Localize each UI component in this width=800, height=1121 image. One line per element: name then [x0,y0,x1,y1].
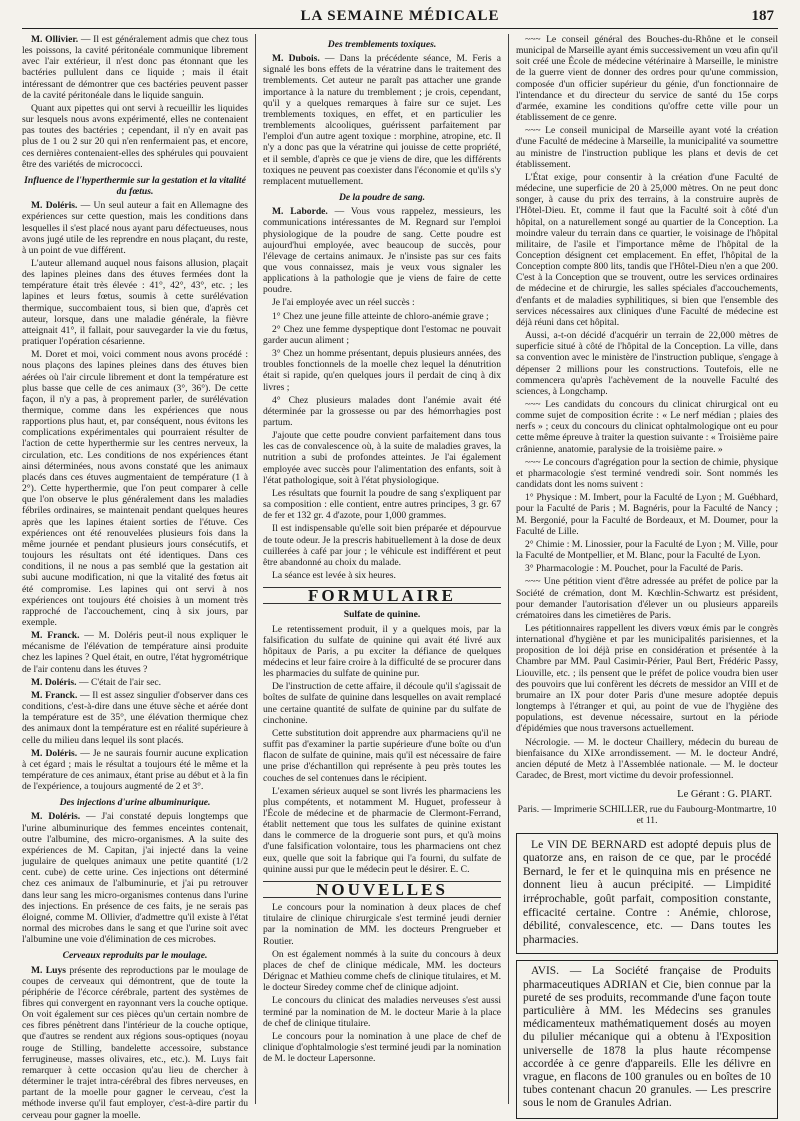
column-middle [263,34,501,1106]
paragraph [263,902,501,947]
paragraph-text: — Je ne saurais fournir aucune explication à cet égard ; mais le résultat a toujours été le même et la température de ces animaux, étant prise au début et à la fin de l'expérience, a toujours augmenté de 2 et 3°. [22,747,249,793]
paragraph [263,348,501,393]
paragraph [516,399,778,455]
rubric-heading: NOUVELLES [263,881,501,898]
paragraph [263,624,501,680]
speaker-name: M. Doléris. [31,200,78,212]
column-divider [508,34,509,1104]
paragraph [263,523,501,568]
paragraph [516,737,778,782]
paragraph-text: Le concours du clinicat des maladies nerveuses s'est aussi terminé par la nomination de M. le docteur Marie à la place de chef de clinique titulaire. [263,995,501,1029]
paragraph [22,258,248,347]
paragraph-text: 1° Chez une jeune fille atteinte de chloro-anémie grave ; [272,310,489,322]
column-right [516,34,778,1110]
paragraph-text: 4° Chez plusieurs malades dont l'anémie avait été déterminée par la grossesse ou par des hémorrhagies post partum. [263,394,501,428]
paragraph [22,965,248,1121]
paragraph-text: — J'ai constaté depuis longtemps que l'urine albuminurique des femmes enceintes contenait, outre l'albumine, des micro-organismes. A la suite des expériences de M. Capitan, j'ai injecté dans la veine jugulaire de quelques animaux une petite quantité (1/2 cent. cube) de cette urine. Ces injections ont déterminé chez ces animaux de l'albuminurie, et j'ai pu retrouver dans leur sang les micro-organismes contenus dans l'urine des injections. En présence de ces faits, je ne serais pas éloigné, comme M. Ollivier, d'admettre qu'il existe à l'état normal des microbes dans le sang et que l'urine soit avec l'albumine une voie d'élimination de ces microbes. [22,811,248,946]
speaker-name: M. Dubois. [272,53,320,65]
paragraph [516,576,778,621]
paragraph-text: M. Doret et moi, voici comment nous avons procédé : nous plaçons des lapines pleines dans des étuves bien aérées où l'air circule librement et dont la température est plus basse que celle de ces animaux (3°, 36°). De cette façon, il n'y a pas, à proprement parler, de surélévation thermique, comme dans les expériences que nous rapportions plus haut, et, par conséquent, nous évitons les complications expérimentales qui pourraient résulter de l'action de cette hyperthermie sur les centres nerveux, la circulation, etc. Les conditions de nos expériences étant ainsi déterminées, nous avons constaté que les animaux placés dans ces étuves augmentaient de température (1 à 2°). Cette hyperthermie, que l'on peut comparer à celle que l'on observe le plus généralement dans les maladies fébriles ordinaires, se maintenait pendant quelques heures après que les lapines étaient sorties de l'étuve. Ces expériences ont été renouvelées plusieurs fois dans la même journée et pendant plusieurs jours consécutifs, et toujours les résultats ont été identiques. Dans ces conditions, il ne nous a pas semblé que la gestation ait subi aucune modification, ni que la vitalité des fœtus ait été compromise. Les lapines qui ont servi à nos expériences ont toujours été choisies à un moment très rapproché de l'accouchement, cinq à six jours, par exemple. [22,349,248,628]
paragraph [263,395,501,428]
paragraph-text: Les résultats que fournit la poudre de sang s'expliquent par sa composition : elle contient, entre autres principes, 3 gr. 67 de fer et 132 gr. 4 d'azote, pour 1,000 grammes. [263,487,501,522]
paragraph-text: — Il est assez singulier d'observer dans ces conditions, c'est-à-dire dans une étuve sèche et aérée dont la température est de 35°, une élévation thermique chez des animaux dont la température est en réalité supérieure à celle du milieu dans lequel ils sont placés. [22,689,248,746]
paragraph [516,492,778,537]
paragraph-text: ~~~ Une pétition vient d'être adressée au préfet de police par la Société de crémation, dont M. Kœchlin-Schwartz est président, pour demander l'autorisation d'élever un ou plusieurs appareils crématoires dans les cimetières de Paris. [516,576,778,621]
section-heading: Cerveaux reproduits par le moulage. [62,950,208,962]
paragraph-text: 3° Pharmacologie : M. Pouchet, pour la Faculté de Paris. [525,563,744,575]
paragraph-text: ~~~ Le conseil municipal de Marseille ayant voté la création d'une Faculté de médecine à Marseille, la municipalité va soumettre au ministre de l'instruction publique les plans et devis de cet établissement. [516,125,778,170]
speaker-name: M. Doléris. [31,676,77,688]
paragraph [22,690,248,746]
paragraph [516,34,778,123]
paragraph [22,349,248,628]
paragraph-text: Le concours pour la nomination à deux places de chef titulaire de clinique chirurgicale s'est terminé jeudi dernier par la nomination de MM. les docteurs Prengrueber et Routier. [263,902,501,947]
paragraph [22,811,248,945]
page-header [22,6,778,29]
paragraph [263,995,501,1028]
paragraph-text: Il est indispensable qu'elle soit bien préparée et dépourvue de toute odeur. Je la prescris habituellement à la dose de deux cuillerées à café par jour ; le véhicule est indifférent et peut être abandonné au choix du malade. [263,523,501,568]
speaker-name: M. Doléris. [31,747,78,759]
section-heading: Des injections d'urine albuminurique. [59,797,211,809]
paragraph [22,34,248,101]
paragraph [22,677,248,688]
paragraph-text: On est également nommés à la suite du concours à deux places de chef de clinique médicale, MM. les docteurs Dérignac et Mathieu comme chefs de clinique titulaires, et M. le docteur Siredey comme chef de clinique adjoint. [263,948,501,994]
signature-gerant: Le Gérant : G. PIART. [677,789,772,801]
paragraph [516,457,778,490]
paragraph-text: ~~~ Le conseil général des Bouches-du-Rhône et le conseil municipal de Marseille ayant émis successivement un vœu afin qu'il soit créé une École de médecine vétérinaire à Marseille, le ministre de la guerre vient de donner des ordres pour qu'une commission, composée d'un officier supérieur du génie, d'un fonctionnaire de l'intendance et du directeur du service de santé du 15e corps d'armée, examine les conditions qu'offre cette ville pour un établissement de ce genre. [516,34,778,124]
paragraph-text: De l'instruction de cette affaire, il découle qu'il s'agissait de boîtes de sulfate de quinine dans lesquelles on avait remplacé une certaine quantité de sulfate de quinine par du sulfate de cinchonine. [263,681,501,726]
journal-title: LA SEMAINE MÉDICALE [300,8,500,24]
speaker-name: M. Doléris. [31,811,81,823]
section-heading: Influence de l'hyperthermie sur la gestation et la vitalité du fœtus. [24,174,246,198]
paragraph [516,563,778,574]
page-number: 187 [751,8,774,24]
section-heading: De la poudre de sang. [338,192,426,204]
paragraph [263,786,501,875]
column-divider [255,34,256,1104]
paragraph-text: Les pétitionnaires rappellent les divers vœux émis par le congrès international d'hygiène et par les municipalités parisiennes, et la proposition de loi déjà prise en considération et présentée à la Chambre par MM. Paul Casimir-Périer, Paul Bert, Frédéric Passy, Liouville, etc. ; ils pensent que le préfet de police voudra bien user des pouvoirs que lui confèrent les décrets de messidor an VIII et de brumaire an IX pour doter Paris d'une mesure adoptée depuis longtemps à l'étranger et qui, au point de vue de l'hygiène des populations, est devenue nécessaire, surtout en la période d'épidémies que nous traversons actuellement. [516,622,778,735]
paragraph-text: Nécrologie. — M. le docteur Chaillery, médecin du bureau de bienfaisance du XIXe arrondissement. — M. le docteur André, ancien député de Metz à l'Assemblée nationale. — M. le docteur Caradec, de Brest, mort victime du devoir professionnel. [516,736,778,781]
paragraph [263,206,501,295]
paragraph [263,570,501,581]
paragraph-text: 1° Physique : M. Imbert, pour la Faculté de Lyon ; M. Guébhard, pour la Faculté de Paris ; M. Bagnéris, pour la Faculté de Nancy ; M. Bergonié, pour la Faculté de Bordeaux, et M. Doumer, pour la Faculté de Lille. [516,492,778,537]
speaker-name: M. Laborde. [272,206,328,218]
advertisement-vin-de-bernard [516,833,778,955]
paragraph-text: présente des reproductions par le moulage de coupes de cerveaux qui démontrent, que de toute la périphérie de l'écorce cérébrale, partent des systèmes de fibres qui convergent en rayonnant vers la couche optique. On voit également sur ces pièces qu'un certain nombre de ces fibres pénètrent dans l'intérieur de la couche optique, que d'autres se rendent aux régions sous-optiques (noyau rouge de Stilling, bandelette accessoire, substance ferrugineuse, masses olivaires, etc., etc.). M. Luys fait remarquer à cette occasion qu'au lieu de chercher à déterminer le trajet intra-cérébral des fibres nerveuses, en partant de la moelle pour gagner le cerveau, c'est la méthode inverse qu'il faut employer, c'est-à-dire partir du cerveau pour gagner la moelle. [22,964,248,1121]
paragraph [263,728,501,784]
paragraph-text: Je l'ai employée avec un réel succès : [272,297,415,309]
rubric-heading: FORMULAIRE [263,587,501,604]
paragraph [22,103,248,170]
paragraph-text: — M. Doléris peut-il nous expliquer le mécanisme de l'élévation de température ainsi produite chez les lapines ? Quel était, en outre, l'état hygrométrique de l'air contenu dans les étuves ? [22,630,248,675]
paragraph [22,630,248,675]
paragraph [263,430,501,486]
news-items [516,34,778,827]
paragraph [263,297,501,308]
paragraph-text: 2° Chimie : M. Linossier, pour la Faculté de Lyon ; M. Ville, pour la Faculté de Montpellier, et M. Blanc, pour la Faculté de Lyon. [516,538,778,562]
printer-imprint: Paris. — Imprimerie SCHILLER, rue du Faubourg-Montmartre, 10 et 11. [517,804,777,827]
paragraph [263,324,501,346]
paragraph-text: ~~~ Les candidats du concours du clinicat chirurgical ont eu comme sujet de composition écrite : « Le nerf médian ; plaies des nerfs » ; ceux du concours du clinicat ophtalmologique ont eu pour cette même épreuve à traiter la question suivante : « Troisième paire crânienne, anatomie, paralysie de la troisième paire. » [516,399,778,455]
paragraph-text: L'État exige, pour consentir à la création d'une Faculté de médecine, une superficie de 20 à 25,000 mètres. On ne peut donc songer, à cause du prix des terrains, à la construire auprès de l'Hôtel-Dieu. Et, comme il faut que la Faculté soit à côté d'un hôpital, on a naturellement songé au quartier de la Conception. La moindre valeur du terrain dans ce quartier, le voisinage de l'hôpital militaire, de l'asile et l'importance même de l'hôpital de la Conception désignent cet emplacement. En effet, l'hôpital de la Conception compte 800 lits, tandis que l'Hôtel-Dieu n'en a que 200. C'est à la Conception que se trouvent, outre les services ordinaires de médecine et de chirurgie, les salles spéciales d'accouchements, d'enfants et de maladies syphilitiques, si bien que l'ensemble des services nécessaires aux cliniques d'une Faculté de médecine est déjà réuni dans cet hôpital. [516,171,778,328]
paragraph [263,949,501,994]
paragraph-text: Cette substitution doit apprendre aux pharmaciens qu'il ne suffit pas d'examiner la partie supérieure d'une boîte ou d'un flacon de sulfate de quinine, mais qu'il est nécessaire de faire une prise d'échantillon qui représente à peu près toutes les couches de sel contenues dans le récipient. [263,727,501,784]
subsection-heading: Sulfate de quinine. [343,609,421,621]
advertisement-adrian [516,960,778,1118]
paragraph-text: — Il est généralement admis que chez tous les poissons, la cavité péritonéale communique librement avec l'air extérieur, il n'est donc pas étonnant que les bactéries pullulent dans ce liquide ; mais il était intéressant de démontrer que ces bactéries peuvent passer de la cavité péritonéale dans le liquide sanguin. [22,34,248,101]
paragraph [516,172,778,328]
paragraph-text: — Dans la précédente séance, M. Feris a signalé les bons effets de la vératrine dans le traitement des tremblements. Cet auteur ne paraît pas attacher une grande importance à la nature du tremblement ; je crois, cependant, qu'il y a quelques remarques à faire sur ce sujet. Les tremblements toxiques, en effet, et en particulier les tremblements alcooliques, guérissent parfaitement par l'emploi d'un autre agent toxique : morphine, atropine, etc. Il n'y a donc pas que la vératrine qui jouisse de cette propriété, et il semble, d'après ce que je viens de dire, que les différents toxiques ne peuvent pas coexister dans l'économie et qu'ils s'y remplacent mutuellement. [263,53,501,187]
paragraph-text: Quant aux pipettes qui ont servi à recueillir les liquides sur lesquels nous avons expérimenté, elles ne contenaient pas toutes des bactéries ; cependant, il n'y en avait pas plus de 1 ou 2 sur 20 qui n'en renfermaient pas, et encore, ces dernières contenaient-elles des sphérules qui pouvaient être des variétés de micrococci. [22,102,248,170]
speaker-name: M. Franck. [31,630,80,642]
paragraph-text: J'ajoute que cette poudre convient parfaitement dans tous les cas de convalescence où, à la suite de maladies graves, la nutrition a subi de profondes atteintes. Je l'ai également employée avec succès pour l'alimentation des enfants, soit à l'état pathologique, soit à l'état physiologique. [263,430,501,486]
paragraph-text: 2° Chez une femme dyspeptique dont l'estomac ne pouvait garder aucun aliment ; [263,323,501,346]
paragraph [263,488,501,521]
ad-text: Le VIN DE BERNARD est adopté depuis plus de quatorze ans, en raison de ce que, par le procédé Bernard, le fer et le quinquina mis en présence ne donnent lieu à aucun précipité. — Limpidité irréprochable, goût parfait, composition constante, efficacité certaine. Contre : Anémie, chlorose, débilité, convalescence, etc. — Dans toutes les pharmacies. [523,837,771,946]
paragraph-text: L'examen sérieux auquel se sont livrés les pharmaciens les plus compétents, et notamment M. Huguet, professeur à l'École de médecine et de pharmacie de Clermont-Ferrand, établit nettement que tous les sulfates de quinine existant dans le commerce de la droguerie sont purs, et qu'à moins d'une falsification volontaire, tous les pharmaciens ont chez eux, quelle que soit la fabrique qui l'a fourni, du sulfate de quinine aussi pur que le médecin peut le désirer. E. C. [263,785,501,875]
paragraph [516,330,778,397]
paragraph-text: La séance est levée à six heures. [272,570,396,582]
ad-text: AVIS. — La Société française de Produits pharmaceutiques ADRIAN et Cie, bien connue par la pureté de ses produits, recommande d'une façon toute particulière à MM. les Médecins ses granules médicamenteux mathématiquement dosés au moyen du pilulier mécanique qui a obtenu à l'Exposition universelle de 1878 la plus haute récompense accordée à ce genre d'appareils. Elle les délivre en vrague, en flacons de 100 granules ou en boîtes de 10 tubes contenant chacun 20 granules. — Les prescrire sous le nom de Granules Adrian. [523,965,771,1110]
paragraph [22,748,248,793]
paragraph [263,311,501,322]
paragraph [516,539,778,561]
paragraph-text: Aussi, a-t-on décidé d'acquérir un terrain de 22,000 mètres de superficie situé à côté de l'hôpital de la Conception. La ville, dans sa convention avec le ministère de l'instruction publique, s'engage à dépenser 2 millions pour les constructions. Toutefois, elle ne commencera qu'après l'achèvement de la nouvelle Faculté des sciences, à Longchamp. [516,330,778,397]
paragraph-text: — C'était de l'air sec. [76,676,162,688]
paragraph [263,53,501,187]
paragraph-text: — Un seul auteur a fait en Allemagne des expériences sur cette question, mais les conditions dans lesquelles il s'est placé nous ayant paru défectueuses, nous avons jugé utile de les reprendre en nous plaçant, du reste, à un point de vue différent. [22,200,248,256]
column-left [22,34,249,1121]
paragraph [263,681,501,726]
paragraph [516,125,778,170]
paragraph-text: Le concours pour la nomination à une place de chef de clinique d'ophtalmologie s'est terminé jeudi par la nomination de M. le docteur Lapersonne. [263,1030,501,1065]
speaker-name: M. Luys [31,964,67,976]
paragraph-text: L'auteur allemand auquel nous faisons allusion, plaçait des lapines pleines dans des étuves fermées dont la température était très élevée : 41°, 42°, 43°, etc. ; les lapines et leurs fœtus, soumis à cette surélévation thermique, succombaient tous, si bien que, d'après cet auteur, lorsque, dans une maladie générale, la fièvre atteignait 41°, il fallait, pour sauvegarder la vie du fœtus, pratiquer l'opération césarienne. [22,257,248,348]
section-heading: Des tremblements toxiques. [327,39,437,50]
speaker-name: M. Franck. [31,689,78,701]
paragraph-text: Le retentissement produit, il y a quelques mois, par la falsification du sulfate de quinine qui avait été livré aux hôpitaux de Paris, a pu exciter la défiance de quelques médecins et leur faire croire à la difficulté de se procurer dans les pharmacies du sulfate de quinine pur. [263,623,501,680]
paragraph-text: ~~~ Le concours d'agrégation pour la section de chimie, physique et pharmacologie s'est terminé vendredi soir. Sont nommés les candidats dont les noms suivent : [516,456,778,491]
speaker-name: M. Ollivier. [31,34,79,45]
paragraph-text: 3° Chez un homme présentant, depuis plusieurs années, des troubles fonctionnels de la moelle chez lequel la dénutrition était si rapide, qu'en quelques jours il perdait de cinq à dix livres ; [263,348,501,393]
paragraph-text: — Vous vous rappelez, messieurs, les communications intéressantes de M. Regnard sur l'emploi physiologique de la poudre de sang. Cette poudre est aujourd'hui employée, avec beaucoup de succès, pour l'élevage de certains animaux. Je n'insiste pas sur ces faits que vous connaissez, mais je veux vous signaler les applications à la pathologie que je viens de faire de cette poudre. [263,206,501,296]
paragraph [263,1031,501,1064]
paragraph [22,200,248,256]
paragraph [516,623,778,735]
